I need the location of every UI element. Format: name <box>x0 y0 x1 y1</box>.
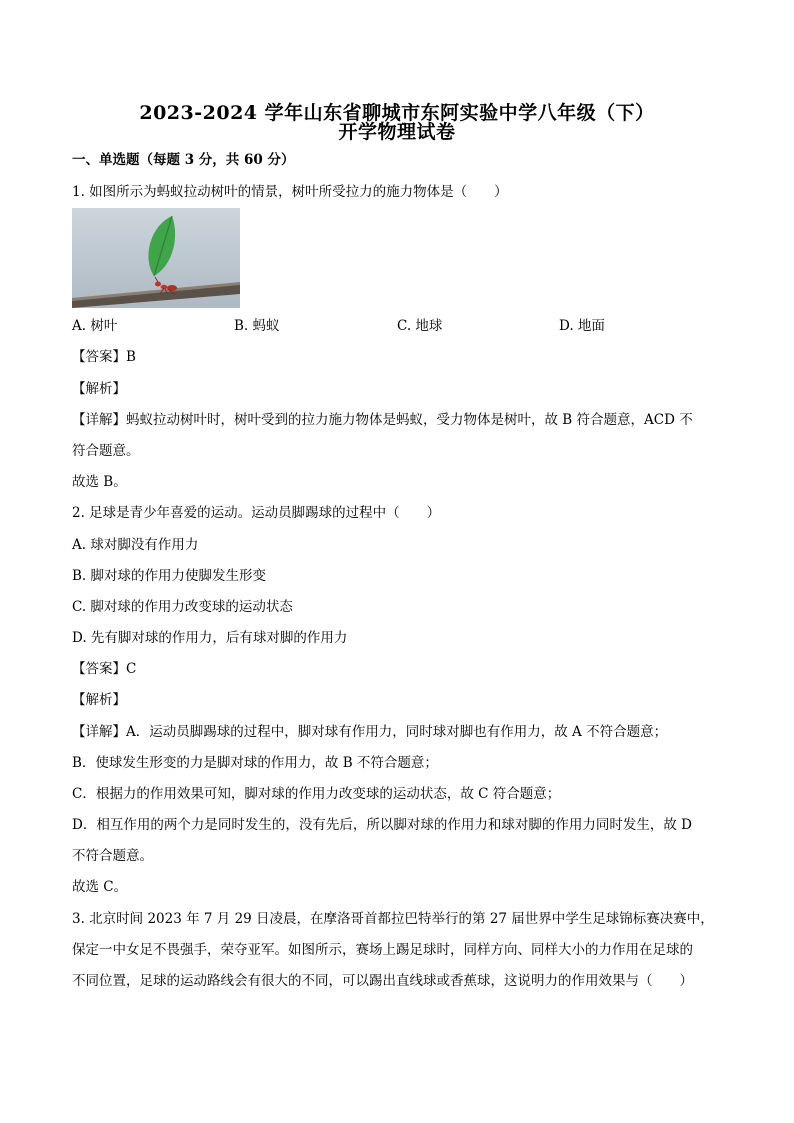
q3-stem-line3: 不同位置，足球的运动路线会有很大的不同，可以踢出直线球或香蕉球，这说明力的作用效果与（ ） <box>72 973 693 989</box>
q2-detail-line1: 【详解】A．运动员脚踢球的过程中，脚对球有作用力，同时球对脚也有作用力，故 A 不符合题意； <box>72 724 668 740</box>
q1-option-b: B. 蚂蚁 <box>234 318 280 334</box>
q2-detail-line3: C．根据力的作用效果可知，脚对球的作用力改变球的运动状态，故 C 符合题意； <box>72 786 561 802</box>
ant-leaf-image <box>72 208 240 308</box>
q2-detail-line5: 不符合题意。 <box>72 848 153 864</box>
q1-figure-ant-leaf <box>72 208 240 308</box>
q3-stem-line2: 保定一中女足不畏强手，荣夺亚军。如图所示，赛场上踢足球时，同样方向、同样大小的力作用在足球的 <box>72 942 693 958</box>
q2-option-b: B. 脚对球的作用力使脚发生形变 <box>72 568 267 584</box>
q2-choose: 故选 C。 <box>72 879 128 895</box>
q2-detail-line2: B．使球发生形变的力是脚对球的作用力，故 B 不符合题意； <box>72 755 438 771</box>
q2-detail-line4: D．相互作用的两个力是同时发生的，没有先后，所以脚对球的作用力和球对脚的作用力同时发生，故 D <box>72 817 692 833</box>
q2-analysis: 【解析】 <box>72 692 126 708</box>
q1-option-c: C. 地球 <box>397 318 443 334</box>
q2-stem: 2. 足球是青少年喜爱的运动。运动员脚踢球的过程中（ ） <box>72 505 441 521</box>
q1-choose: 故选 B。 <box>72 474 127 490</box>
q3-stem-line1: 3. 北京时间 2023 年 7 月 29 日凌晨，在摩洛哥首都拉巴特举行的第 27 届世界中学生足球锦标赛决赛中， <box>72 911 714 927</box>
q2-option-a: A. 球对脚没有作用力 <box>72 537 199 553</box>
q2-answer: 【答案】C <box>72 661 137 677</box>
exam-title-line1: 2023-2024 学年山东省聊城市东阿实验中学八年级（下） <box>139 102 655 124</box>
q1-stem: 1. 如图所示为蚂蚁拉动树叶的情景，树叶所受拉力的施力物体是（ ） <box>72 184 508 200</box>
exam-title-line2: 开学物理试卷 <box>338 121 456 143</box>
section-heading: 一、单选题（每题 3 分，共 60 分） <box>72 152 295 168</box>
q2-option-c: C. 脚对球的作用力改变球的运动状态 <box>72 599 293 615</box>
q1-detail-line2: 符合题意。 <box>72 443 140 459</box>
q1-detail-line1: 【详解】蚂蚁拉动树叶时，树叶受到的拉力施力物体是蚂蚁，受力物体是树叶，故 B 符合题意，ACD 不 <box>72 412 693 428</box>
q1-answer: 【答案】B <box>72 349 136 365</box>
q2-option-d: D. 先有脚对球的作用力，后有球对脚的作用力 <box>72 630 348 646</box>
q1-option-d: D. 地面 <box>559 318 605 334</box>
q1-option-a: A. 树叶 <box>72 318 118 334</box>
q1-analysis: 【解析】 <box>72 381 126 397</box>
